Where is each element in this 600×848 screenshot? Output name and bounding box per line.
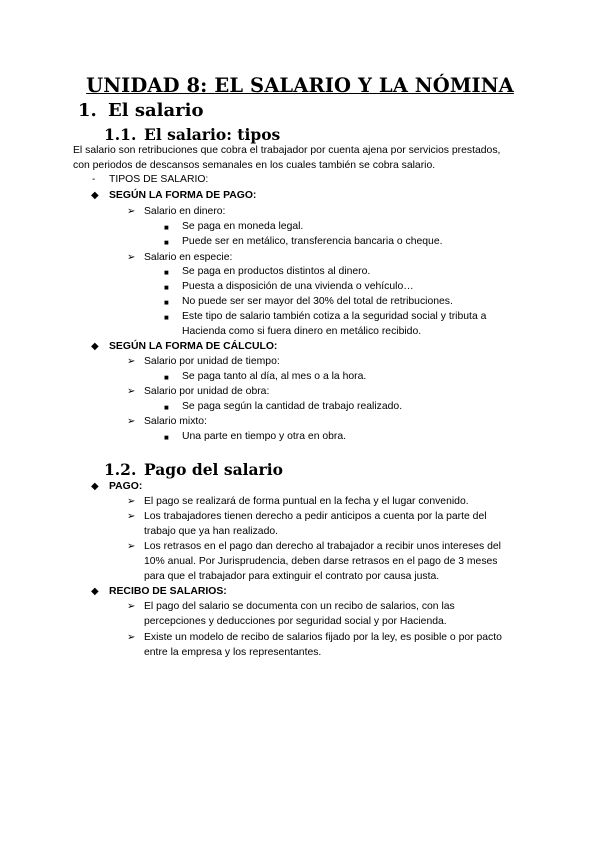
- intro-line: El salario son retribuciones que cobra el trabajador por cuenta ajena por servicios prestados,: [73, 145, 501, 156]
- document-title: UNIDAD 8: EL SALARIO Y LA NÓMINA: [86, 74, 514, 97]
- arrowhead-bullet-icon: ➢: [127, 386, 136, 397]
- group-heading: PAGO:: [109, 481, 143, 492]
- arrowhead-bullet-icon: ➢: [127, 252, 136, 263]
- item-detail: Se paga según la cantidad de trabajo realizado.: [182, 401, 403, 412]
- square-bullet-icon: ■: [164, 433, 169, 442]
- paragraph-line: Los retrasos en el pago dan derecho al trabajador a recibir unos intereses del: [144, 541, 501, 552]
- group-heading: RECIBO DE SALARIOS:: [109, 586, 227, 597]
- square-bullet-icon: ■: [164, 298, 169, 307]
- item-label: Salario mixto:: [144, 416, 207, 427]
- subsection-number: 1.2.: [104, 460, 137, 479]
- group-heading: SEGÚN LA FORMA DE PAGO:: [109, 190, 257, 201]
- item-label: Salario en especie:: [144, 252, 233, 263]
- item-detail: Puede ser en metálico, transferencia bancaria o cheque.: [182, 236, 443, 247]
- arrowhead-bullet-icon: ➢: [127, 541, 136, 552]
- arrowhead-bullet-icon: ➢: [127, 206, 136, 217]
- arrowhead-bullet-icon: ➢: [127, 496, 136, 507]
- item-detail: Este tipo de salario también cotiza a la seguridad social y tributa a: [182, 311, 487, 322]
- subsection-number: 1.1.: [104, 125, 137, 144]
- item-detail: Puesta a disposición de una vivienda o vehículo…: [182, 281, 414, 292]
- item-detail: Una parte en tiempo y otra en obra.: [182, 431, 347, 442]
- paragraph-line: 10% anual. Por Jurisprudencia, deben darse retrasos en el pago de 3 meses: [144, 556, 498, 567]
- arrowhead-bullet-icon: ➢: [127, 601, 136, 612]
- section-number: 1.: [78, 100, 97, 121]
- square-bullet-icon: ■: [164, 283, 169, 292]
- group-heading: SEGÚN LA FORMA DE CÁLCULO:: [109, 341, 278, 352]
- arrowhead-bullet-icon: ➢: [127, 511, 136, 522]
- subsection-heading: Pago del salario: [144, 460, 283, 479]
- square-bullet-icon: ■: [164, 313, 169, 322]
- paragraph-line: Los trabajadores tienen derecho a pedir anticipos a cuenta por la parte del: [144, 511, 487, 522]
- square-bullet-icon: ■: [164, 223, 169, 232]
- item-detail: Se paga en productos distintos al dinero.: [182, 266, 371, 277]
- paragraph-line: Existe un modelo de recibo de salarios fijado por la ley, es posible o por pacto: [144, 632, 502, 643]
- subsection-heading: El salario: tipos: [144, 125, 281, 144]
- section-heading: El salario: [108, 100, 204, 121]
- tipos-label: TIPOS DE SALARIO:: [109, 174, 209, 185]
- item-label: Salario en dinero:: [144, 206, 226, 217]
- paragraph-line: El pago del salario se documenta con un recibo de salarios, con las: [144, 601, 455, 612]
- square-bullet-icon: ■: [164, 238, 169, 247]
- item-detail: Se paga en moneda legal.: [182, 221, 304, 232]
- intro-line: con periodos de descansos semanales en los cuales también se cobra salario.: [73, 160, 436, 171]
- paragraph-line: para que el trabajador para extinguir el contrato por causa justa.: [144, 571, 440, 582]
- item-label: Salario por unidad de tiempo:: [144, 356, 280, 367]
- diamond-bullet-icon: ◆: [91, 481, 99, 492]
- diamond-bullet-icon: ◆: [91, 586, 99, 597]
- item-detail: No puede ser ser mayor del 30% del total de retribuciones.: [182, 296, 453, 307]
- arrowhead-bullet-icon: ➢: [127, 356, 136, 367]
- paragraph-line: trabajo que ya han realizado.: [144, 526, 279, 537]
- diamond-bullet-icon: ◆: [91, 190, 99, 201]
- square-bullet-icon: ■: [164, 373, 169, 382]
- arrowhead-bullet-icon: ➢: [127, 416, 136, 427]
- diamond-bullet-icon: ◆: [91, 341, 99, 352]
- paragraph-line: entre la empresa y los representantes.: [144, 647, 322, 658]
- arrowhead-bullet-icon: ➢: [127, 632, 136, 643]
- square-bullet-icon: ■: [164, 268, 169, 277]
- item-label: Salario por unidad de obra:: [144, 386, 270, 397]
- paragraph-line: El pago se realizará de forma puntual en la fecha y el lugar convenido.: [144, 496, 469, 507]
- paragraph-line: percepciones y deducciones por seguridad social y por Hacienda.: [144, 616, 447, 627]
- item-detail: Se paga tanto al día, al mes o a la hora.: [182, 371, 367, 382]
- dash-bullet-icon: -: [92, 174, 96, 185]
- item-detail: Hacienda como si fuera dinero en metálico recibido.: [182, 326, 422, 337]
- square-bullet-icon: ■: [164, 403, 169, 412]
